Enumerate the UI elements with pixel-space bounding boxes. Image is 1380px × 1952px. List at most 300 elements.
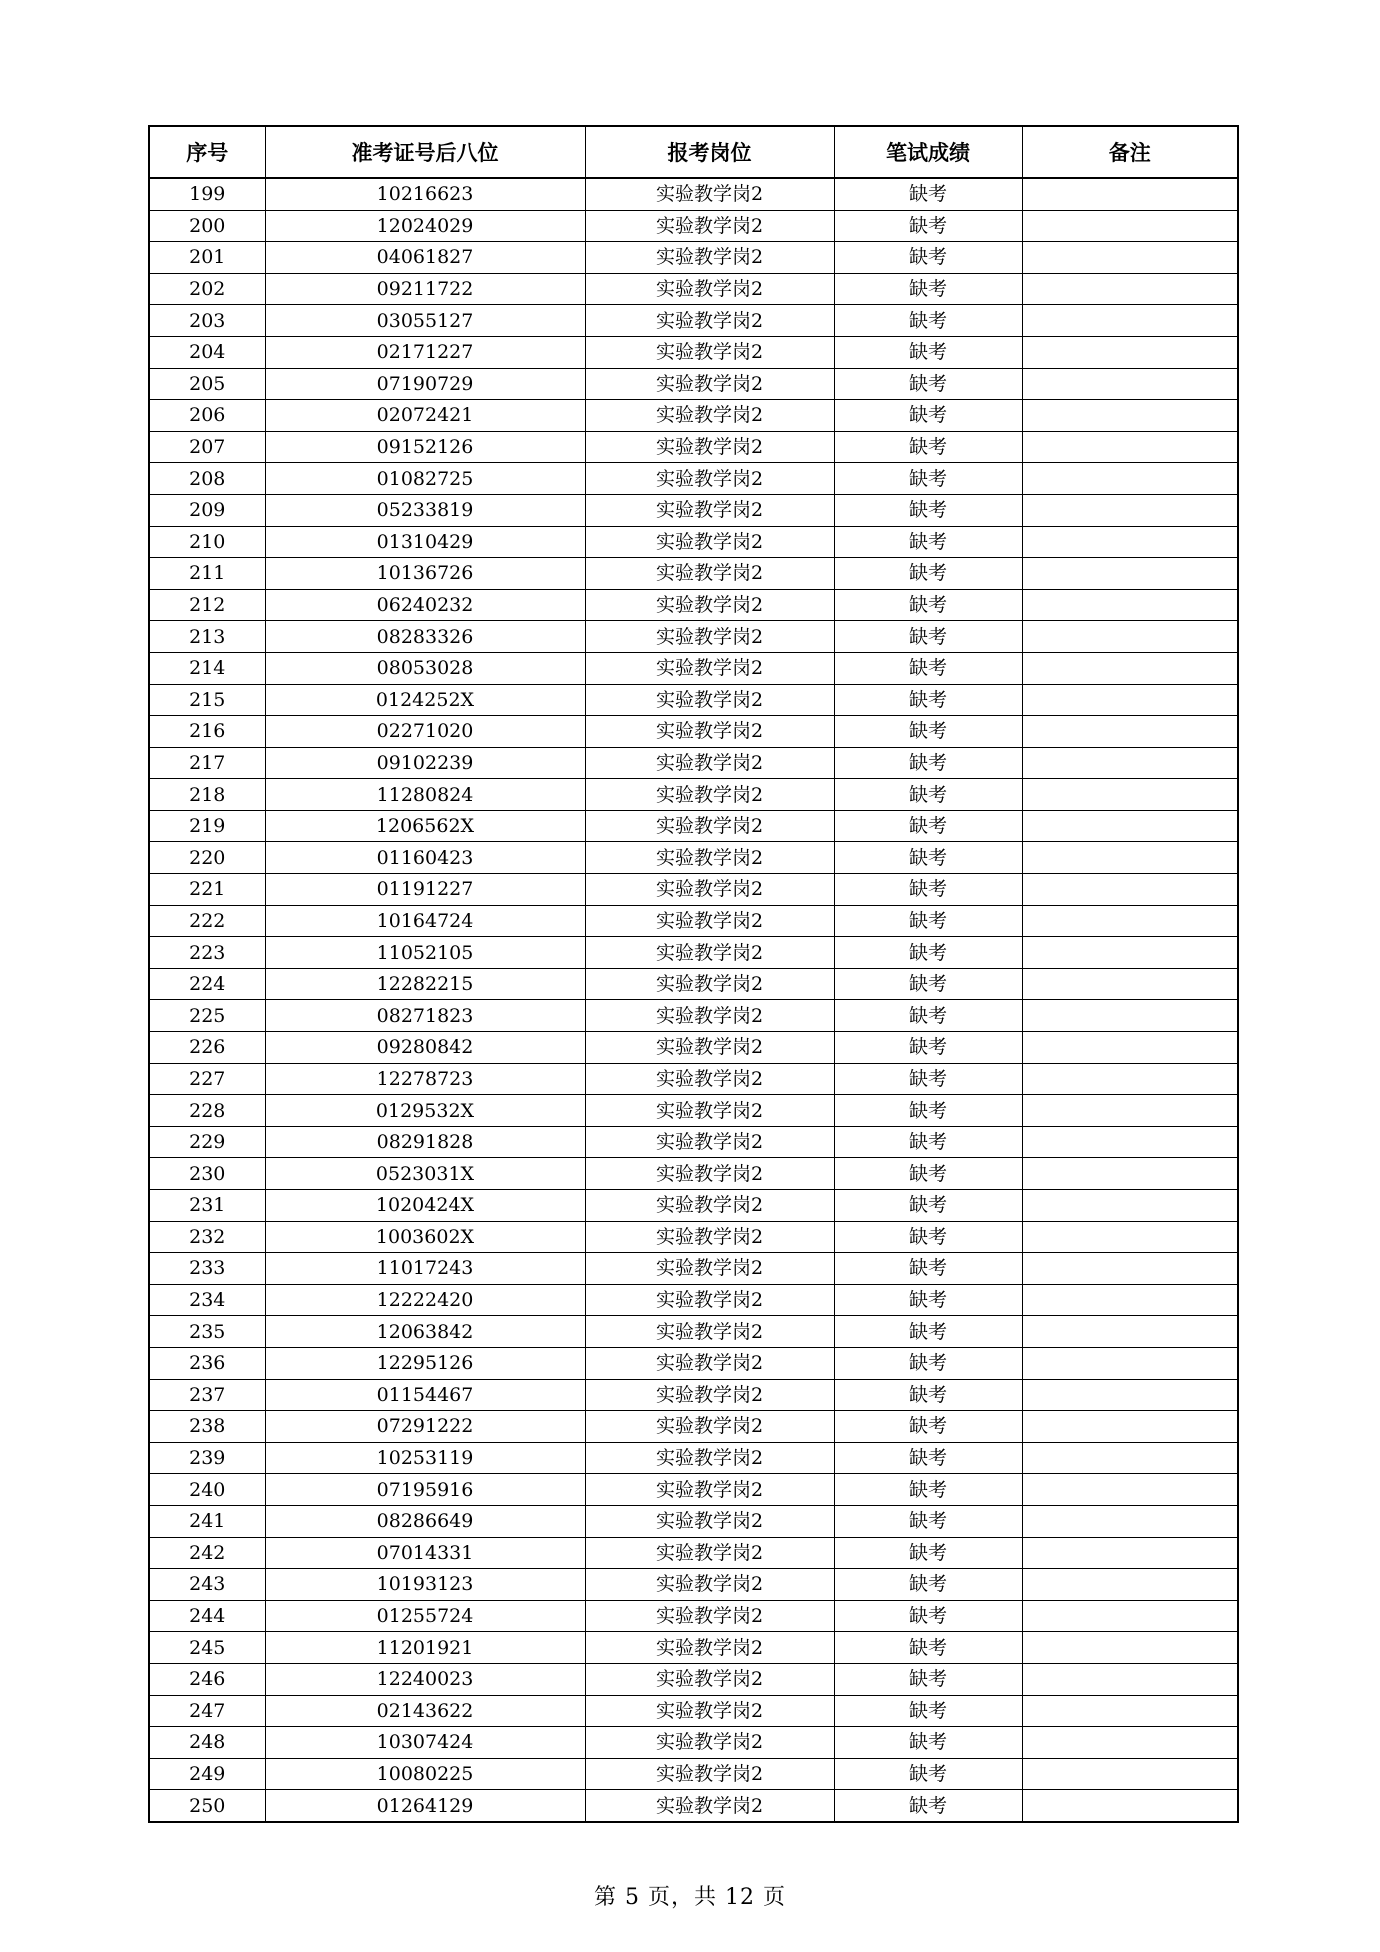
cell-remarks bbox=[1022, 1474, 1238, 1506]
cell-exam-id: 02271020 bbox=[265, 716, 585, 748]
cell-exam-id: 04061827 bbox=[265, 242, 585, 274]
cell-score: 缺考 bbox=[834, 1095, 1022, 1127]
cell-exam-id: 03055127 bbox=[265, 305, 585, 337]
cell-seq: 210 bbox=[149, 526, 265, 558]
cell-position: 实验教学岗2 bbox=[585, 716, 834, 748]
cell-score: 缺考 bbox=[834, 558, 1022, 590]
cell-exam-id: 01264129 bbox=[265, 1790, 585, 1822]
cell-score: 缺考 bbox=[834, 1474, 1022, 1506]
cell-score: 缺考 bbox=[834, 305, 1022, 337]
cell-position: 实验教学岗2 bbox=[585, 494, 834, 526]
cell-score: 缺考 bbox=[834, 589, 1022, 621]
table-row bbox=[149, 1442, 1238, 1474]
cell-remarks bbox=[1022, 558, 1238, 590]
header-seq: 序号 bbox=[149, 126, 265, 178]
cell-score: 缺考 bbox=[834, 716, 1022, 748]
cell-exam-id: 1020424X bbox=[265, 1190, 585, 1222]
cell-exam-id: 06240232 bbox=[265, 589, 585, 621]
cell-score: 缺考 bbox=[834, 1316, 1022, 1348]
cell-score: 缺考 bbox=[834, 1284, 1022, 1316]
cell-position: 实验教学岗2 bbox=[585, 968, 834, 1000]
cell-position: 实验教学岗2 bbox=[585, 1000, 834, 1032]
table-row bbox=[149, 1095, 1238, 1127]
cell-remarks bbox=[1022, 242, 1238, 274]
cell-seq: 209 bbox=[149, 494, 265, 526]
cell-exam-id: 01255724 bbox=[265, 1600, 585, 1632]
cell-exam-id: 08053028 bbox=[265, 652, 585, 684]
cell-remarks bbox=[1022, 1126, 1238, 1158]
cell-remarks bbox=[1022, 1095, 1238, 1127]
cell-position: 实验教学岗2 bbox=[585, 1379, 834, 1411]
cell-seq: 216 bbox=[149, 716, 265, 748]
cell-remarks bbox=[1022, 210, 1238, 242]
table-row bbox=[149, 1126, 1238, 1158]
cell-seq: 219 bbox=[149, 810, 265, 842]
cell-position: 实验教学岗2 bbox=[585, 652, 834, 684]
cell-score: 缺考 bbox=[834, 1190, 1022, 1222]
cell-score: 缺考 bbox=[834, 905, 1022, 937]
cell-score: 缺考 bbox=[834, 1758, 1022, 1790]
cell-seq: 222 bbox=[149, 905, 265, 937]
table-row bbox=[149, 273, 1238, 305]
cell-score: 缺考 bbox=[834, 1727, 1022, 1759]
table-row bbox=[149, 400, 1238, 432]
table-row bbox=[149, 779, 1238, 811]
cell-remarks bbox=[1022, 1727, 1238, 1759]
table-row bbox=[149, 463, 1238, 495]
cell-seq: 230 bbox=[149, 1158, 265, 1190]
cell-exam-id: 1003602X bbox=[265, 1221, 585, 1253]
cell-remarks bbox=[1022, 968, 1238, 1000]
table-header bbox=[149, 126, 1238, 178]
cell-position: 实验教学岗2 bbox=[585, 621, 834, 653]
cell-seq: 201 bbox=[149, 242, 265, 274]
cell-seq: 237 bbox=[149, 1379, 265, 1411]
cell-seq: 212 bbox=[149, 589, 265, 621]
cell-remarks bbox=[1022, 1032, 1238, 1064]
cell-seq: 236 bbox=[149, 1347, 265, 1379]
table-row bbox=[149, 1379, 1238, 1411]
cell-remarks bbox=[1022, 684, 1238, 716]
table-row bbox=[149, 1663, 1238, 1695]
table-row bbox=[149, 1758, 1238, 1790]
cell-position: 实验教学岗2 bbox=[585, 1032, 834, 1064]
cell-exam-id: 0523031X bbox=[265, 1158, 585, 1190]
cell-score: 缺考 bbox=[834, 1063, 1022, 1095]
cell-position: 实验教学岗2 bbox=[585, 273, 834, 305]
cell-position: 实验教学岗2 bbox=[585, 1569, 834, 1601]
page-footer: 第 5 页，共 12 页 bbox=[594, 1885, 786, 1910]
cell-exam-id: 12278723 bbox=[265, 1063, 585, 1095]
cell-remarks bbox=[1022, 336, 1238, 368]
cell-score: 缺考 bbox=[834, 1569, 1022, 1601]
cell-remarks bbox=[1022, 178, 1238, 210]
cell-score: 缺考 bbox=[834, 242, 1022, 274]
cell-seq: 205 bbox=[149, 368, 265, 400]
cell-seq: 245 bbox=[149, 1632, 265, 1664]
cell-exam-id: 12063842 bbox=[265, 1316, 585, 1348]
cell-position: 实验教学岗2 bbox=[585, 431, 834, 463]
cell-position: 实验教学岗2 bbox=[585, 810, 834, 842]
cell-position: 实验教学岗2 bbox=[585, 1284, 834, 1316]
table-row bbox=[149, 1190, 1238, 1222]
cell-exam-id: 12024029 bbox=[265, 210, 585, 242]
cell-score: 缺考 bbox=[834, 273, 1022, 305]
cell-exam-id: 05233819 bbox=[265, 494, 585, 526]
cell-exam-id: 02072421 bbox=[265, 400, 585, 432]
table-row bbox=[149, 1632, 1238, 1664]
cell-score: 缺考 bbox=[834, 210, 1022, 242]
cell-remarks bbox=[1022, 463, 1238, 495]
cell-position: 实验教学岗2 bbox=[585, 1158, 834, 1190]
cell-position: 实验教学岗2 bbox=[585, 1600, 834, 1632]
cell-seq: 202 bbox=[149, 273, 265, 305]
cell-score: 缺考 bbox=[834, 400, 1022, 432]
table-row bbox=[149, 368, 1238, 400]
cell-remarks bbox=[1022, 1569, 1238, 1601]
header-score: 笔试成绩 bbox=[834, 126, 1022, 178]
table-row bbox=[149, 874, 1238, 906]
cell-remarks bbox=[1022, 1537, 1238, 1569]
cell-score: 缺考 bbox=[834, 1663, 1022, 1695]
cell-exam-id: 10216623 bbox=[265, 178, 585, 210]
cell-seq: 217 bbox=[149, 747, 265, 779]
cell-exam-id: 01160423 bbox=[265, 842, 585, 874]
cell-score: 缺考 bbox=[834, 652, 1022, 684]
cell-position: 实验教学岗2 bbox=[585, 1253, 834, 1285]
cell-remarks bbox=[1022, 1347, 1238, 1379]
cell-remarks bbox=[1022, 1063, 1238, 1095]
cell-score: 缺考 bbox=[834, 336, 1022, 368]
header-position: 报考岗位 bbox=[585, 126, 834, 178]
table-row bbox=[149, 1000, 1238, 1032]
cell-remarks bbox=[1022, 368, 1238, 400]
cell-seq: 234 bbox=[149, 1284, 265, 1316]
cell-score: 缺考 bbox=[834, 1158, 1022, 1190]
cell-remarks bbox=[1022, 494, 1238, 526]
cell-seq: 224 bbox=[149, 968, 265, 1000]
cell-remarks bbox=[1022, 526, 1238, 558]
cell-score: 缺考 bbox=[834, 1442, 1022, 1474]
table-row bbox=[149, 1284, 1238, 1316]
cell-remarks bbox=[1022, 1000, 1238, 1032]
cell-position: 实验教学岗2 bbox=[585, 842, 834, 874]
cell-exam-id: 01310429 bbox=[265, 526, 585, 558]
cell-position: 实验教学岗2 bbox=[585, 336, 834, 368]
table-row bbox=[149, 1032, 1238, 1064]
cell-seq: 215 bbox=[149, 684, 265, 716]
cell-score: 缺考 bbox=[834, 431, 1022, 463]
cell-remarks bbox=[1022, 1442, 1238, 1474]
cell-seq: 200 bbox=[149, 210, 265, 242]
cell-position: 实验教学岗2 bbox=[585, 1063, 834, 1095]
cell-remarks bbox=[1022, 1790, 1238, 1822]
cell-position: 实验教学岗2 bbox=[585, 558, 834, 590]
cell-remarks bbox=[1022, 1158, 1238, 1190]
cell-exam-id: 09152126 bbox=[265, 431, 585, 463]
cell-exam-id: 07195916 bbox=[265, 1474, 585, 1506]
cell-remarks bbox=[1022, 1221, 1238, 1253]
cell-position: 实验教学岗2 bbox=[585, 526, 834, 558]
cell-seq: 227 bbox=[149, 1063, 265, 1095]
cell-position: 实验教学岗2 bbox=[585, 589, 834, 621]
cell-exam-id: 11201921 bbox=[265, 1632, 585, 1664]
cell-position: 实验教学岗2 bbox=[585, 1632, 834, 1664]
table-row bbox=[149, 905, 1238, 937]
cell-position: 实验教学岗2 bbox=[585, 1316, 834, 1348]
table-row bbox=[149, 1695, 1238, 1727]
cell-remarks bbox=[1022, 1663, 1238, 1695]
cell-seq: 235 bbox=[149, 1316, 265, 1348]
cell-score: 缺考 bbox=[834, 1411, 1022, 1443]
table-row bbox=[149, 1790, 1238, 1822]
cell-exam-id: 0129532X bbox=[265, 1095, 585, 1127]
table-row bbox=[149, 1537, 1238, 1569]
cell-remarks bbox=[1022, 652, 1238, 684]
cell-position: 实验教学岗2 bbox=[585, 242, 834, 274]
cell-seq: 247 bbox=[149, 1695, 265, 1727]
table-row bbox=[149, 810, 1238, 842]
cell-remarks bbox=[1022, 305, 1238, 337]
cell-position: 实验教学岗2 bbox=[585, 1790, 834, 1822]
table-row bbox=[149, 178, 1238, 210]
cell-score: 缺考 bbox=[834, 1632, 1022, 1664]
cell-seq: 239 bbox=[149, 1442, 265, 1474]
cell-exam-id: 10253119 bbox=[265, 1442, 585, 1474]
cell-exam-id: 01082725 bbox=[265, 463, 585, 495]
cell-exam-id: 0124252X bbox=[265, 684, 585, 716]
table-row bbox=[149, 210, 1238, 242]
cell-seq: 242 bbox=[149, 1537, 265, 1569]
cell-exam-id: 1206562X bbox=[265, 810, 585, 842]
cell-remarks bbox=[1022, 1316, 1238, 1348]
cell-remarks bbox=[1022, 1284, 1238, 1316]
cell-score: 缺考 bbox=[834, 937, 1022, 969]
table-row bbox=[149, 1411, 1238, 1443]
header-exam-id: 准考证号后八位 bbox=[265, 126, 585, 178]
cell-score: 缺考 bbox=[834, 463, 1022, 495]
cell-exam-id: 10136726 bbox=[265, 558, 585, 590]
cell-position: 实验教学岗2 bbox=[585, 368, 834, 400]
cell-seq: 199 bbox=[149, 178, 265, 210]
cell-exam-id: 07190729 bbox=[265, 368, 585, 400]
cell-seq: 244 bbox=[149, 1600, 265, 1632]
table-row bbox=[149, 558, 1238, 590]
cell-remarks bbox=[1022, 589, 1238, 621]
cell-seq: 207 bbox=[149, 431, 265, 463]
cell-remarks bbox=[1022, 1695, 1238, 1727]
cell-position: 实验教学岗2 bbox=[585, 1758, 834, 1790]
cell-exam-id: 02143622 bbox=[265, 1695, 585, 1727]
cell-score: 缺考 bbox=[834, 874, 1022, 906]
cell-remarks bbox=[1022, 874, 1238, 906]
cell-score: 缺考 bbox=[834, 1695, 1022, 1727]
cell-seq: 243 bbox=[149, 1569, 265, 1601]
table-row bbox=[149, 652, 1238, 684]
cell-position: 实验教学岗2 bbox=[585, 1727, 834, 1759]
cell-seq: 248 bbox=[149, 1727, 265, 1759]
cell-score: 缺考 bbox=[834, 526, 1022, 558]
cell-exam-id: 09280842 bbox=[265, 1032, 585, 1064]
table-body bbox=[149, 178, 1238, 1822]
table-row bbox=[149, 336, 1238, 368]
cell-score: 缺考 bbox=[834, 368, 1022, 400]
cell-position: 实验教学岗2 bbox=[585, 1505, 834, 1537]
cell-score: 缺考 bbox=[834, 1347, 1022, 1379]
cell-seq: 228 bbox=[149, 1095, 265, 1127]
score-table bbox=[148, 125, 1239, 1823]
cell-remarks bbox=[1022, 1379, 1238, 1411]
cell-position: 实验教学岗2 bbox=[585, 684, 834, 716]
table-row bbox=[149, 589, 1238, 621]
cell-exam-id: 10164724 bbox=[265, 905, 585, 937]
cell-seq: 246 bbox=[149, 1663, 265, 1695]
cell-remarks bbox=[1022, 1632, 1238, 1664]
cell-exam-id: 12240023 bbox=[265, 1663, 585, 1695]
cell-exam-id: 12222420 bbox=[265, 1284, 585, 1316]
cell-score: 缺考 bbox=[834, 1537, 1022, 1569]
table-row bbox=[149, 305, 1238, 337]
cell-score: 缺考 bbox=[834, 1000, 1022, 1032]
table-row bbox=[149, 494, 1238, 526]
table-row bbox=[149, 431, 1238, 463]
cell-position: 实验教学岗2 bbox=[585, 305, 834, 337]
cell-position: 实验教学岗2 bbox=[585, 937, 834, 969]
cell-position: 实验教学岗2 bbox=[585, 178, 834, 210]
cell-position: 实验教学岗2 bbox=[585, 747, 834, 779]
cell-remarks bbox=[1022, 431, 1238, 463]
cell-position: 实验教学岗2 bbox=[585, 779, 834, 811]
cell-remarks bbox=[1022, 937, 1238, 969]
cell-position: 实验教学岗2 bbox=[585, 1442, 834, 1474]
cell-exam-id: 01191227 bbox=[265, 874, 585, 906]
cell-remarks bbox=[1022, 1411, 1238, 1443]
cell-remarks bbox=[1022, 400, 1238, 432]
cell-seq: 208 bbox=[149, 463, 265, 495]
cell-seq: 213 bbox=[149, 621, 265, 653]
cell-score: 缺考 bbox=[834, 1253, 1022, 1285]
cell-remarks bbox=[1022, 273, 1238, 305]
cell-seq: 238 bbox=[149, 1411, 265, 1443]
cell-seq: 203 bbox=[149, 305, 265, 337]
cell-remarks bbox=[1022, 842, 1238, 874]
cell-remarks bbox=[1022, 716, 1238, 748]
cell-score: 缺考 bbox=[834, 178, 1022, 210]
cell-seq: 231 bbox=[149, 1190, 265, 1222]
cell-position: 实验教学岗2 bbox=[585, 210, 834, 242]
cell-position: 实验教学岗2 bbox=[585, 1095, 834, 1127]
cell-exam-id: 11052105 bbox=[265, 937, 585, 969]
cell-score: 缺考 bbox=[834, 747, 1022, 779]
cell-exam-id: 11017243 bbox=[265, 1253, 585, 1285]
table-row bbox=[149, 1569, 1238, 1601]
cell-position: 实验教学岗2 bbox=[585, 1190, 834, 1222]
table-row bbox=[149, 1505, 1238, 1537]
cell-exam-id: 02171227 bbox=[265, 336, 585, 368]
cell-exam-id: 08283326 bbox=[265, 621, 585, 653]
table-row bbox=[149, 621, 1238, 653]
cell-exam-id: 10307424 bbox=[265, 1727, 585, 1759]
header-row bbox=[149, 126, 1238, 178]
cell-seq: 240 bbox=[149, 1474, 265, 1506]
cell-seq: 241 bbox=[149, 1505, 265, 1537]
cell-remarks bbox=[1022, 621, 1238, 653]
cell-position: 实验教学岗2 bbox=[585, 1126, 834, 1158]
cell-score: 缺考 bbox=[834, 1790, 1022, 1822]
cell-score: 缺考 bbox=[834, 1032, 1022, 1064]
table-row bbox=[149, 842, 1238, 874]
table-row bbox=[149, 747, 1238, 779]
cell-position: 实验教学岗2 bbox=[585, 400, 834, 432]
cell-exam-id: 12295126 bbox=[265, 1347, 585, 1379]
cell-remarks bbox=[1022, 1600, 1238, 1632]
cell-exam-id: 09102239 bbox=[265, 747, 585, 779]
table-row bbox=[149, 1253, 1238, 1285]
cell-exam-id: 08286649 bbox=[265, 1505, 585, 1537]
table-row bbox=[149, 1727, 1238, 1759]
table-row bbox=[149, 1316, 1238, 1348]
cell-position: 实验教学岗2 bbox=[585, 1347, 834, 1379]
table-row bbox=[149, 1158, 1238, 1190]
cell-remarks bbox=[1022, 779, 1238, 811]
cell-seq: 204 bbox=[149, 336, 265, 368]
table-row bbox=[149, 1600, 1238, 1632]
cell-exam-id: 08271823 bbox=[265, 1000, 585, 1032]
cell-position: 实验教学岗2 bbox=[585, 1221, 834, 1253]
cell-exam-id: 07014331 bbox=[265, 1537, 585, 1569]
cell-score: 缺考 bbox=[834, 779, 1022, 811]
cell-score: 缺考 bbox=[834, 1600, 1022, 1632]
cell-score: 缺考 bbox=[834, 1379, 1022, 1411]
cell-position: 实验教学岗2 bbox=[585, 463, 834, 495]
cell-score: 缺考 bbox=[834, 494, 1022, 526]
cell-score: 缺考 bbox=[834, 842, 1022, 874]
table-row bbox=[149, 716, 1238, 748]
cell-remarks bbox=[1022, 1253, 1238, 1285]
cell-exam-id: 11280824 bbox=[265, 779, 585, 811]
cell-seq: 211 bbox=[149, 558, 265, 590]
header-remarks: 备注 bbox=[1022, 126, 1238, 178]
cell-remarks bbox=[1022, 1758, 1238, 1790]
cell-score: 缺考 bbox=[834, 1126, 1022, 1158]
cell-score: 缺考 bbox=[834, 684, 1022, 716]
cell-seq: 223 bbox=[149, 937, 265, 969]
table-row bbox=[149, 242, 1238, 274]
cell-exam-id: 01154467 bbox=[265, 1379, 585, 1411]
table-row bbox=[149, 526, 1238, 558]
cell-position: 实验教学岗2 bbox=[585, 1474, 834, 1506]
cell-exam-id: 10193123 bbox=[265, 1569, 585, 1601]
table-row bbox=[149, 968, 1238, 1000]
cell-seq: 214 bbox=[149, 652, 265, 684]
cell-exam-id: 12282215 bbox=[265, 968, 585, 1000]
cell-seq: 221 bbox=[149, 874, 265, 906]
cell-position: 实验教学岗2 bbox=[585, 1411, 834, 1443]
cell-remarks bbox=[1022, 747, 1238, 779]
cell-exam-id: 07291222 bbox=[265, 1411, 585, 1443]
cell-seq: 229 bbox=[149, 1126, 265, 1158]
cell-remarks bbox=[1022, 1505, 1238, 1537]
cell-seq: 233 bbox=[149, 1253, 265, 1285]
cell-exam-id: 08291828 bbox=[265, 1126, 585, 1158]
table-row bbox=[149, 1474, 1238, 1506]
cell-seq: 206 bbox=[149, 400, 265, 432]
cell-seq: 226 bbox=[149, 1032, 265, 1064]
cell-seq: 220 bbox=[149, 842, 265, 874]
cell-score: 缺考 bbox=[834, 1505, 1022, 1537]
table-row bbox=[149, 1221, 1238, 1253]
cell-seq: 218 bbox=[149, 779, 265, 811]
